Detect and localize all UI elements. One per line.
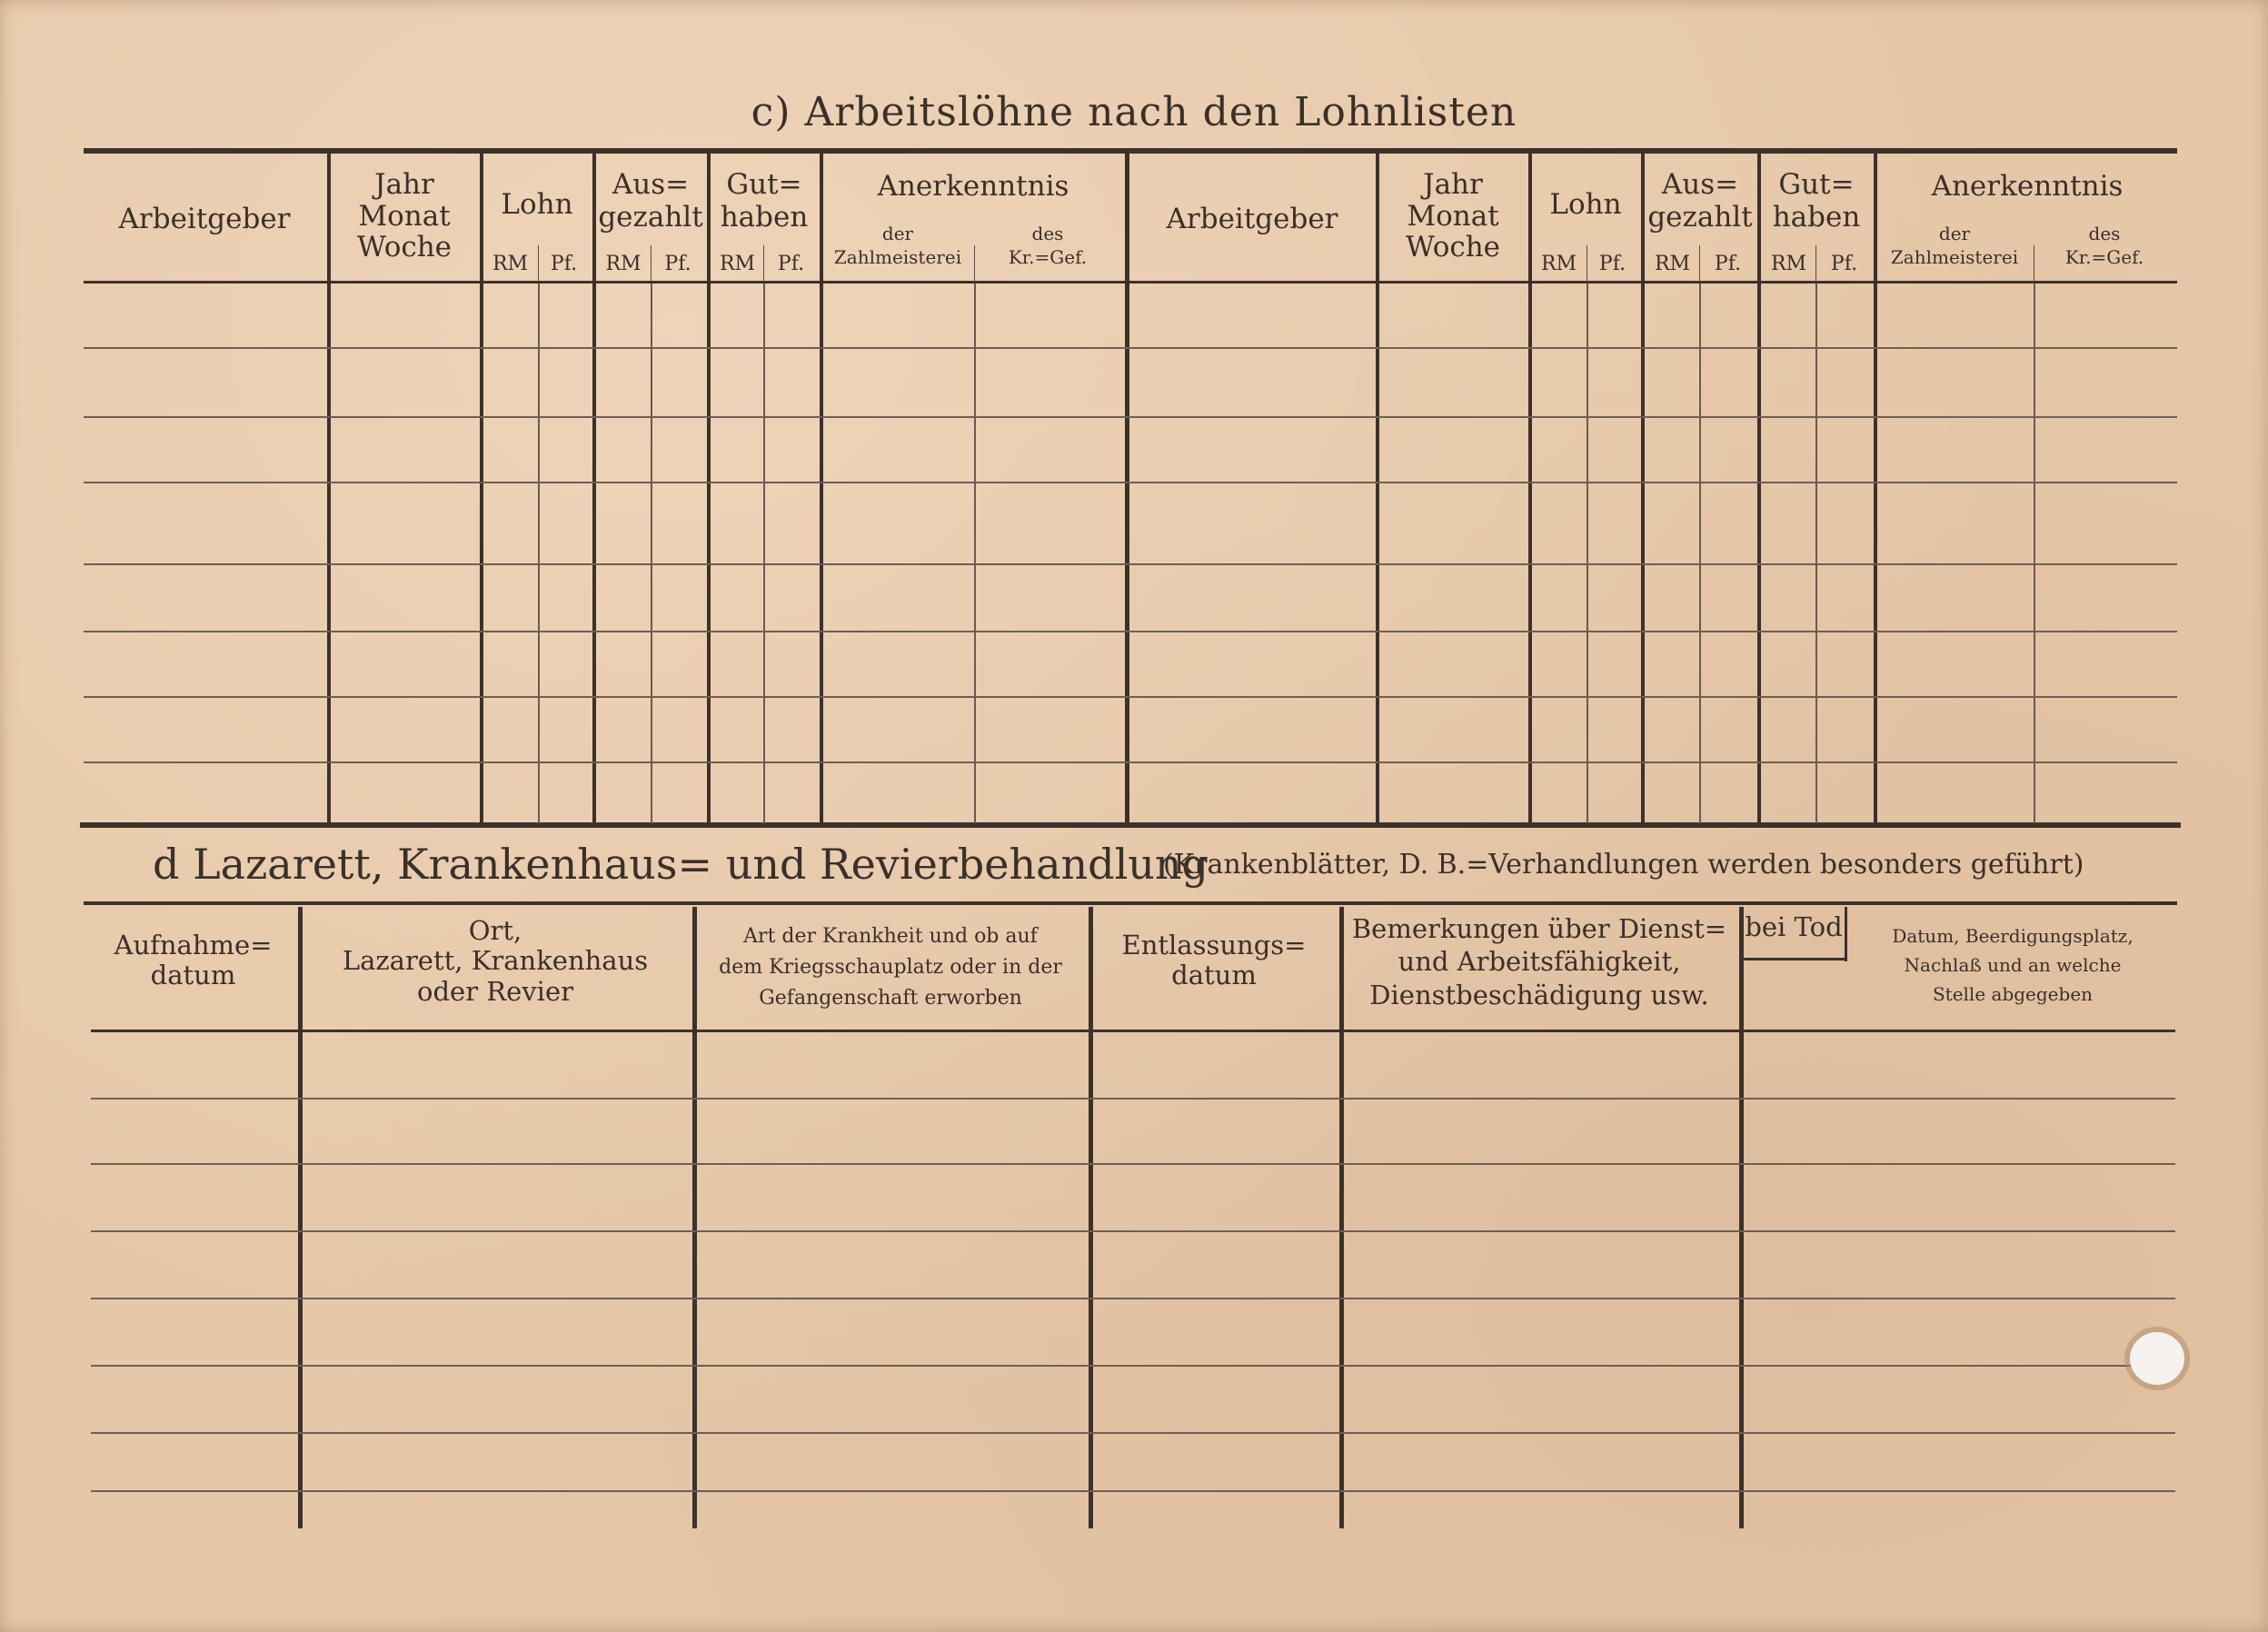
section-c-row-line: [84, 563, 2177, 565]
section-d-row-line: [91, 1298, 2175, 1299]
header-pf-left: Pf.: [777, 253, 805, 275]
section-c-data-subdivider: [1699, 284, 1701, 823]
header-monat-left: Monat: [358, 199, 451, 233]
section-c-top-rule: [84, 148, 2177, 154]
header-krgef-right: Kr.=Gef.: [2064, 246, 2144, 268]
section-d-top-rule: [84, 901, 2177, 905]
header-des-left: des: [1031, 223, 1064, 244]
header-haben-right: haben: [1772, 200, 1861, 234]
header-jahr-right: Jahr: [1423, 168, 1483, 201]
header-lohn-right: Lohn: [1549, 188, 1622, 221]
section-c-bottom-rule: [80, 822, 2181, 828]
section-d-row-line: [91, 1098, 2175, 1100]
section-c-title: c) Arbeitslöhne nach den Lohnlisten: [751, 89, 1517, 135]
section-d-title: d Lazarett, Krankenhaus= und Revierbehandlung: [153, 840, 1209, 889]
header-der-left: der: [881, 223, 914, 244]
header-rm-left: RM: [719, 253, 756, 275]
section-c-row-line: [84, 696, 2177, 698]
header-pf-right: Pf.: [1714, 253, 1742, 275]
header-jahr-monat-woche-left: [331, 169, 478, 264]
section-c-data-subdivider: [1815, 284, 1817, 823]
section-c-data-subdivider: [1587, 284, 1588, 823]
header-pf-right: Pf.: [1598, 253, 1626, 275]
header-rm-right: RM: [1654, 253, 1691, 275]
header-ausgezahlt-left: [596, 169, 705, 234]
header-krgef-right: [2032, 222, 2177, 269]
section-c-data-subdivider: [2034, 284, 2035, 823]
section-c-row-line: [84, 347, 2177, 349]
header-ausgezahlt-right: [1645, 169, 1756, 234]
header-guthaben-right: [1761, 169, 1872, 234]
header-entlassung: Entlassungs= datum: [1121, 930, 1307, 991]
header-zahlmeisterei-right: [1877, 222, 2032, 269]
header-pf-left: Pf.: [664, 253, 691, 275]
header-des-right: des: [2088, 223, 2121, 244]
section-c-row-line: [84, 631, 2177, 632]
section-d-row-line: [91, 1490, 2175, 1492]
header-gut-left: Gut=: [726, 168, 802, 201]
section-d-row-line: [91, 1432, 2175, 1434]
header-krgef-left: [972, 222, 1123, 269]
header-anerkenntnis-left: Anerkenntnis: [877, 170, 1069, 203]
header-rm-left: RM: [492, 253, 529, 275]
header-aus-right: Aus=: [1661, 168, 1739, 201]
punch-hole: [2130, 1332, 2184, 1385]
header-datum-beerdigung: Datum, Beerdigungsplatz, Nachlaß und an welche Stelle abgegeben: [1892, 925, 2134, 1005]
section-d-row-line: [91, 1365, 2175, 1367]
header-gezahlt-right: gezahlt: [1647, 200, 1753, 234]
header-arbeitgeber-right: Arbeitgeber: [1166, 203, 1338, 235]
header-pf-right: Pf.: [1830, 253, 1858, 275]
header-zahlmeisterei-left: [823, 222, 972, 269]
header-aufnahme: Aufnahme= datum: [114, 930, 273, 991]
header-jahr-left: Jahr: [374, 168, 434, 201]
section-c-column-divider: [1125, 153, 1129, 823]
header-gezahlt-left: gezahlt: [598, 200, 703, 234]
bei-tod-underline: [1741, 958, 1846, 960]
section-c-data-subdivider: [763, 284, 765, 823]
header-arbeitgeber-left: Arbeitgeber: [118, 203, 291, 235]
header-krankheit: Art der Krankheit und ob auf dem Kriegsschauplatz oder in der Gefangenschaft erworben: [719, 925, 1062, 1010]
section-c-header-rule: [84, 281, 2177, 284]
section-d-column-divider: [1739, 907, 1744, 1528]
header-rm-left: RM: [605, 253, 642, 275]
header-guthaben-left: [711, 169, 818, 234]
section-d-note: (Krankenblätter, D. B.=Verhandlungen werden besonders geführt): [1163, 849, 2084, 881]
header-krgef-left: Kr.=Gef.: [1008, 246, 1088, 268]
header-lohn-left: Lohn: [501, 188, 573, 221]
bei-tod-divider: [1845, 907, 1847, 961]
header-pf-left: Pf.: [550, 253, 578, 275]
header-woche-right: Woche: [1405, 231, 1501, 264]
section-c-data-subdivider: [651, 284, 652, 823]
header-zahlmeisterei-left: Zahlmeisterei: [833, 246, 962, 268]
section-c-row-line: [84, 482, 2177, 483]
header-gut-right: Gut=: [1778, 168, 1855, 201]
header-woche-left: Woche: [356, 231, 453, 264]
section-d-row-line: [91, 1163, 2175, 1165]
section-c-data-subdivider: [974, 284, 976, 823]
section-c-row-line: [84, 416, 2177, 418]
header-ort: Ort, Lazarett, Krankenhaus oder Revier: [342, 915, 649, 1007]
section-d-row-line: [91, 1230, 2175, 1232]
section-d-header-rule: [91, 1030, 2175, 1032]
section-c-data-subdivider: [538, 284, 540, 823]
header-anerkenntnis-right: Anerkenntnis: [1931, 170, 2124, 203]
header-aus-left: Aus=: [612, 168, 690, 201]
header-jahr-monat-woche-right: [1379, 169, 1527, 264]
header-zahlmeisterei-right: Zahlmeisterei: [1890, 246, 2019, 268]
header-rm-right: RM: [1770, 253, 1807, 275]
header-haben-left: haben: [720, 200, 809, 234]
header-rm-right: RM: [1540, 253, 1577, 275]
header-der-right: der: [1938, 223, 1971, 244]
section-d-column-divider: [1089, 907, 1093, 1528]
section-c-row-line: [84, 761, 2177, 763]
header-monat-right: Monat: [1407, 199, 1499, 233]
header-bei-tod: bei Tod: [1745, 911, 1843, 942]
header-bemerkungen: Bemerkungen über Dienst= und Arbeitsfähigkeit, Dienstbeschädigung usw.: [1351, 913, 1727, 1010]
